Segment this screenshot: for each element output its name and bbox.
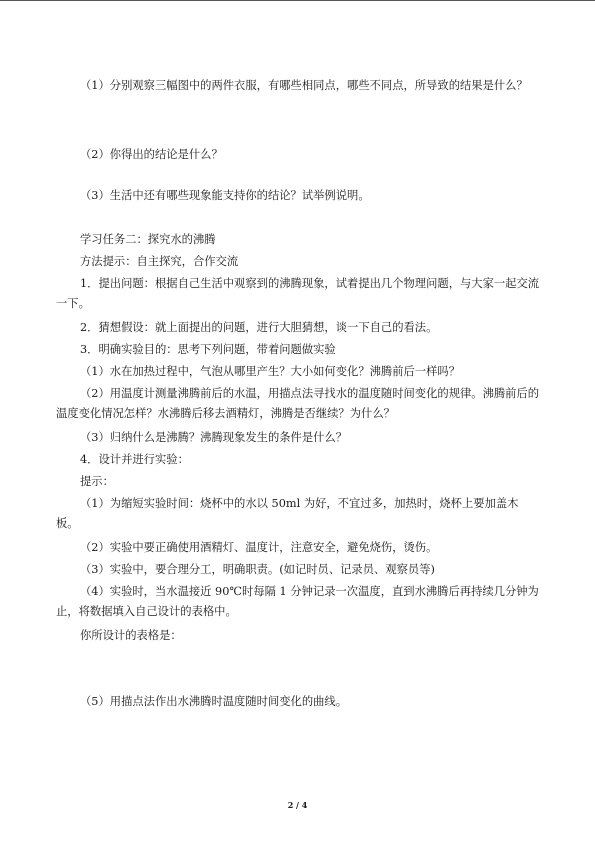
page-number: 2 / 4 [287, 800, 308, 810]
tips-label: 提示： [80, 475, 114, 488]
step-1-question: 1．提出问题：根据自己生活中观察到的沸腾现象，试着提出几个物理问题，与大家一起交流一下。 [56, 277, 540, 310]
tip-4: （4）实验时，当水温接近 90℃时每隔 1 分钟记录一次温度，直到水沸腾后再持续几分钟为止，将数据填入自己设计的表格中。 [56, 585, 539, 618]
tip-1: （1）为缩短实验时间：烧杯中的水以 50ml 为好，不宜过多，加热时，烧杯上要加盖木板。 [56, 497, 519, 530]
tip-5-plot: （5）用描点法作出水沸腾时温度随时间变化的曲线。 [80, 695, 348, 708]
method-hint: 方法提示：自主探究，合作交流 [80, 255, 239, 268]
step-2-hypothesis: 2．猜想假设：就上面提出的问题，进行大胆猜想，谈一下自己的看法。 [80, 321, 438, 334]
step-4-experiment: 4．设计并进行实验： [80, 453, 189, 466]
purpose-item-1: （1）水在加热过程中，气泡从哪里产生？大小如何变化？沸腾前后一样吗？ [80, 365, 460, 378]
question-3-phenomena: （3）生活中还有哪些现象能支持你的结论？试举例说明。 [80, 189, 370, 202]
purpose-item-2: （2）用温度计测量沸腾前后的水温，用描点法寻找水的温度随时间变化的规律。沸腾前后的温度变化情况怎样？水沸腾后移去酒精灯，沸腾是否继续？为什么？ [56, 387, 540, 420]
table-prompt: 你所设计的表格是： [80, 629, 182, 642]
question-2-conclusion: （2）你得出的结论是什么？ [80, 148, 223, 161]
purpose-item-3: （3）归纳什么是沸腾？沸腾现象发生的条件是什么？ [80, 431, 348, 444]
step-3-purpose: 3．明确实验目的：思考下列问题，带着问题做实验 [80, 343, 336, 356]
tip-2: （2）实验中要正确使用酒精灯、温度计，注意安全，避免烧伤，烫伤。 [80, 541, 438, 554]
question-1-clothes: （1）分别观察三幅图中的两件衣服，有哪些相同点，哪些不同点，所导致的结果是什么？ [80, 79, 528, 92]
task-2-heading: 学习任务二：探究水的沸腾 [80, 233, 216, 246]
tip-3: （3）实验中，要合理分工，明确职责。(如记时员、记录员、观察员等) [80, 563, 435, 576]
header-rule [0, 0, 595, 1]
